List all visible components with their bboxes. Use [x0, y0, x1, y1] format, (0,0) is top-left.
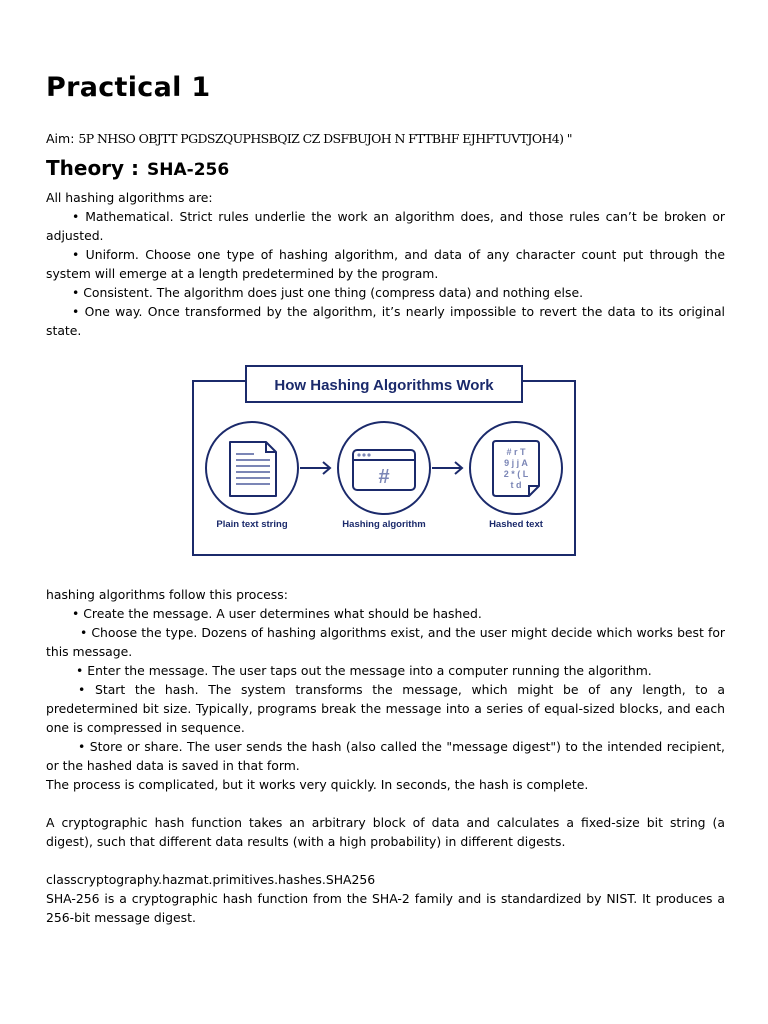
hash-symbol: # [378, 466, 390, 488]
theory-heading [46, 154, 229, 184]
hashed-chars-line: t d [510, 480, 522, 490]
hashing-diagram-svg [192, 364, 578, 558]
diagram-title: How Hashing Algorithms Work [274, 377, 494, 394]
hashing-diagram [192, 364, 578, 558]
intro-text: All hashing algorithms are: [46, 190, 213, 205]
spacer [46, 794, 725, 813]
theory-label: Theory : [46, 156, 140, 180]
process-step: • Choose the type. Dozens of hashing algorithms exist, and the user might decide which works best for this message. [46, 625, 725, 659]
property-item: • One way. Once transformed by the algorithm, it’s nearly impossible to revert the data to its original state. [46, 304, 725, 338]
process-step: • Enter the message. The user taps out the message into a computer running the algorithm. [76, 663, 652, 678]
process-step: • Create the message. A user determines what should be hashed. [72, 606, 482, 621]
sha-description: SHA-256 is a cryptographic hash function from the SHA-2 family and is standardized by NIST. It produces a 256-bit message digest. [46, 891, 725, 925]
theory-subject: SHA-256 [147, 160, 230, 180]
aim-text: 5P NHSO OBJTT PGDSZQUPHSBQIZ CZ DSFBUJOH N FTTBHF EJHFTUVTJOH4) " [78, 131, 572, 146]
process-intro: hashing algorithms follow this process: [46, 587, 288, 602]
spacer [46, 851, 725, 870]
arrow-right-icon [300, 462, 330, 474]
property-item: • Uniform. Choose one type of hashing algorithm, and data of any character count put through the system will emerge at a length predetermined by the program. [46, 247, 725, 281]
hashed-chars-line: 2 * ( L [503, 469, 529, 479]
process-step: • Store or share. The user sends the hash (also called the "message digest") to the intended recipient, or the hashed data is saved in that form. [46, 739, 725, 773]
process-section [46, 585, 725, 927]
process-step: • Start the hash. The system transforms the message, which might be of any length, to a predetermined bit size. Typically, programs break the message into a series of equal-sized blocks, and each one is compressed in sequence. [46, 682, 725, 735]
crypto-definition: A cryptographic hash function takes an arbitrary block of data and calculates a fixed-size bit string (a digest), such that different data results (with a high probability) in different digests. [46, 815, 725, 849]
properties-section [46, 188, 725, 340]
step-label: Hashed text [489, 519, 543, 530]
step-label: Plain text string [216, 519, 288, 530]
aim-line [46, 130, 572, 148]
hashed-chars-line: # r T [506, 447, 526, 457]
hashed-chars-line: 9 j j A [504, 458, 528, 468]
property-item: • Consistent. The algorithm does just one thing (compress data) and nothing else. [72, 285, 584, 300]
aim-label: Aim: [46, 131, 75, 146]
arrow-right-icon [432, 462, 462, 474]
process-summary: The process is complicated, but it works very quickly. In seconds, the hash is complete. [46, 777, 589, 792]
property-item: • Mathematical. Strict rules underlie the work an algorithm does, and those rules can’t be broken or adjusted. [46, 209, 725, 243]
document-icon [230, 442, 276, 496]
step-label: Hashing algorithm [342, 519, 426, 530]
class-name: classcryptography.hazmat.primitives.hashes.SHA256 [46, 872, 376, 887]
page-title: Practical 1 [46, 72, 211, 103]
